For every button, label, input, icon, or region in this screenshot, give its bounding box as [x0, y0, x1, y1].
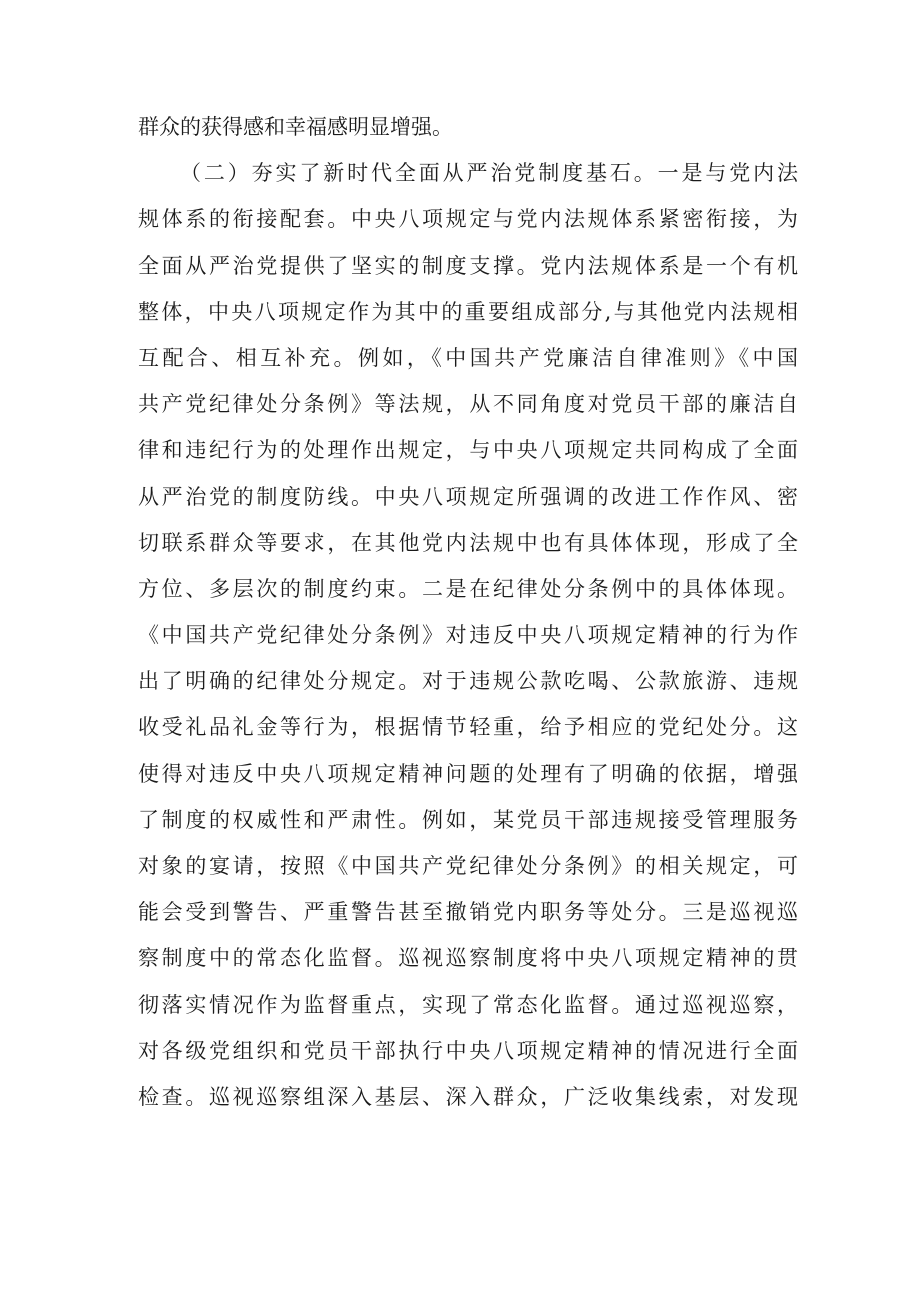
text-line: 检查。巡视巡察组深入基层、深入群众，广泛收集线索，对发现 — [138, 1084, 798, 1109]
text-line: 整体，中央八项规定作为其中的重要组成部分,与其他党内法规相 — [138, 299, 798, 324]
text-line: 能会受到警告、严重警告甚至撤销党内职务等处分。三是巡视巡 — [138, 900, 798, 925]
text-line: 律和违纪行为的处理作出规定，与中央八项规定共同构成了全面 — [138, 438, 798, 463]
text-line: 切联系群众等要求，在其他党内法规中也有具体体现，形成了全 — [138, 530, 798, 555]
text-line: 收受礼品礼金等行为，根据情节轻重，给予相应的党纪处分。这 — [138, 715, 798, 740]
text-line: 使得对违反中央八项规定精神问题的处理有了明确的依据，增强 — [138, 761, 798, 786]
text-line: 群众的获得感和幸福感明显增强。 — [138, 115, 453, 139]
text-line: 从严治党的制度防线。中央八项规定所强调的改进工作作风、密 — [138, 484, 798, 509]
text-line: 互配合、相互补充。例如，《中国共产党廉洁自律准则》《中国 — [138, 345, 798, 370]
body-text — [138, 104, 798, 1120]
text-line: 出了明确的纪律处分规定。对于违规公款吃喝、公款旅游、违规 — [138, 669, 798, 694]
text-line: 规体系的衔接配套。中央八项规定与党内法规体系紧密衔接，为 — [138, 207, 798, 232]
text-line: 《中国共产党纪律处分条例》对违反中央八项规定精神的行为作 — [138, 623, 798, 648]
text-line: 全面从严治党提供了坚实的制度支撑。党内法规体系是一个有机 — [138, 253, 798, 278]
text-line: 了制度的权威性和严肃性。例如，某党员干部违规接受管理服务 — [138, 807, 798, 832]
text-line: 察制度中的常态化监督。巡视巡察制度将中央八项规定精神的贯 — [138, 946, 798, 971]
text-line: 彻落实情况作为监督重点，实现了常态化监督。通过巡视巡察， — [138, 992, 798, 1017]
text-line: 对各级党组织和党员干部执行中央八项规定精神的情况进行全面 — [138, 1038, 798, 1063]
text-line: （二）夯实了新时代全面从严治党制度基石。一是与党内法 — [180, 161, 798, 186]
text-line: 方位、多层次的制度约束。二是在纪律处分条例中的具体体现。 — [138, 576, 798, 601]
text-line: 对象的宴请，按照《中国共产党纪律处分条例》的相关规定，可 — [138, 854, 798, 878]
text-line: 共产党纪律处分条例》等法规，从不同角度对党员干部的廉洁自 — [138, 392, 798, 417]
